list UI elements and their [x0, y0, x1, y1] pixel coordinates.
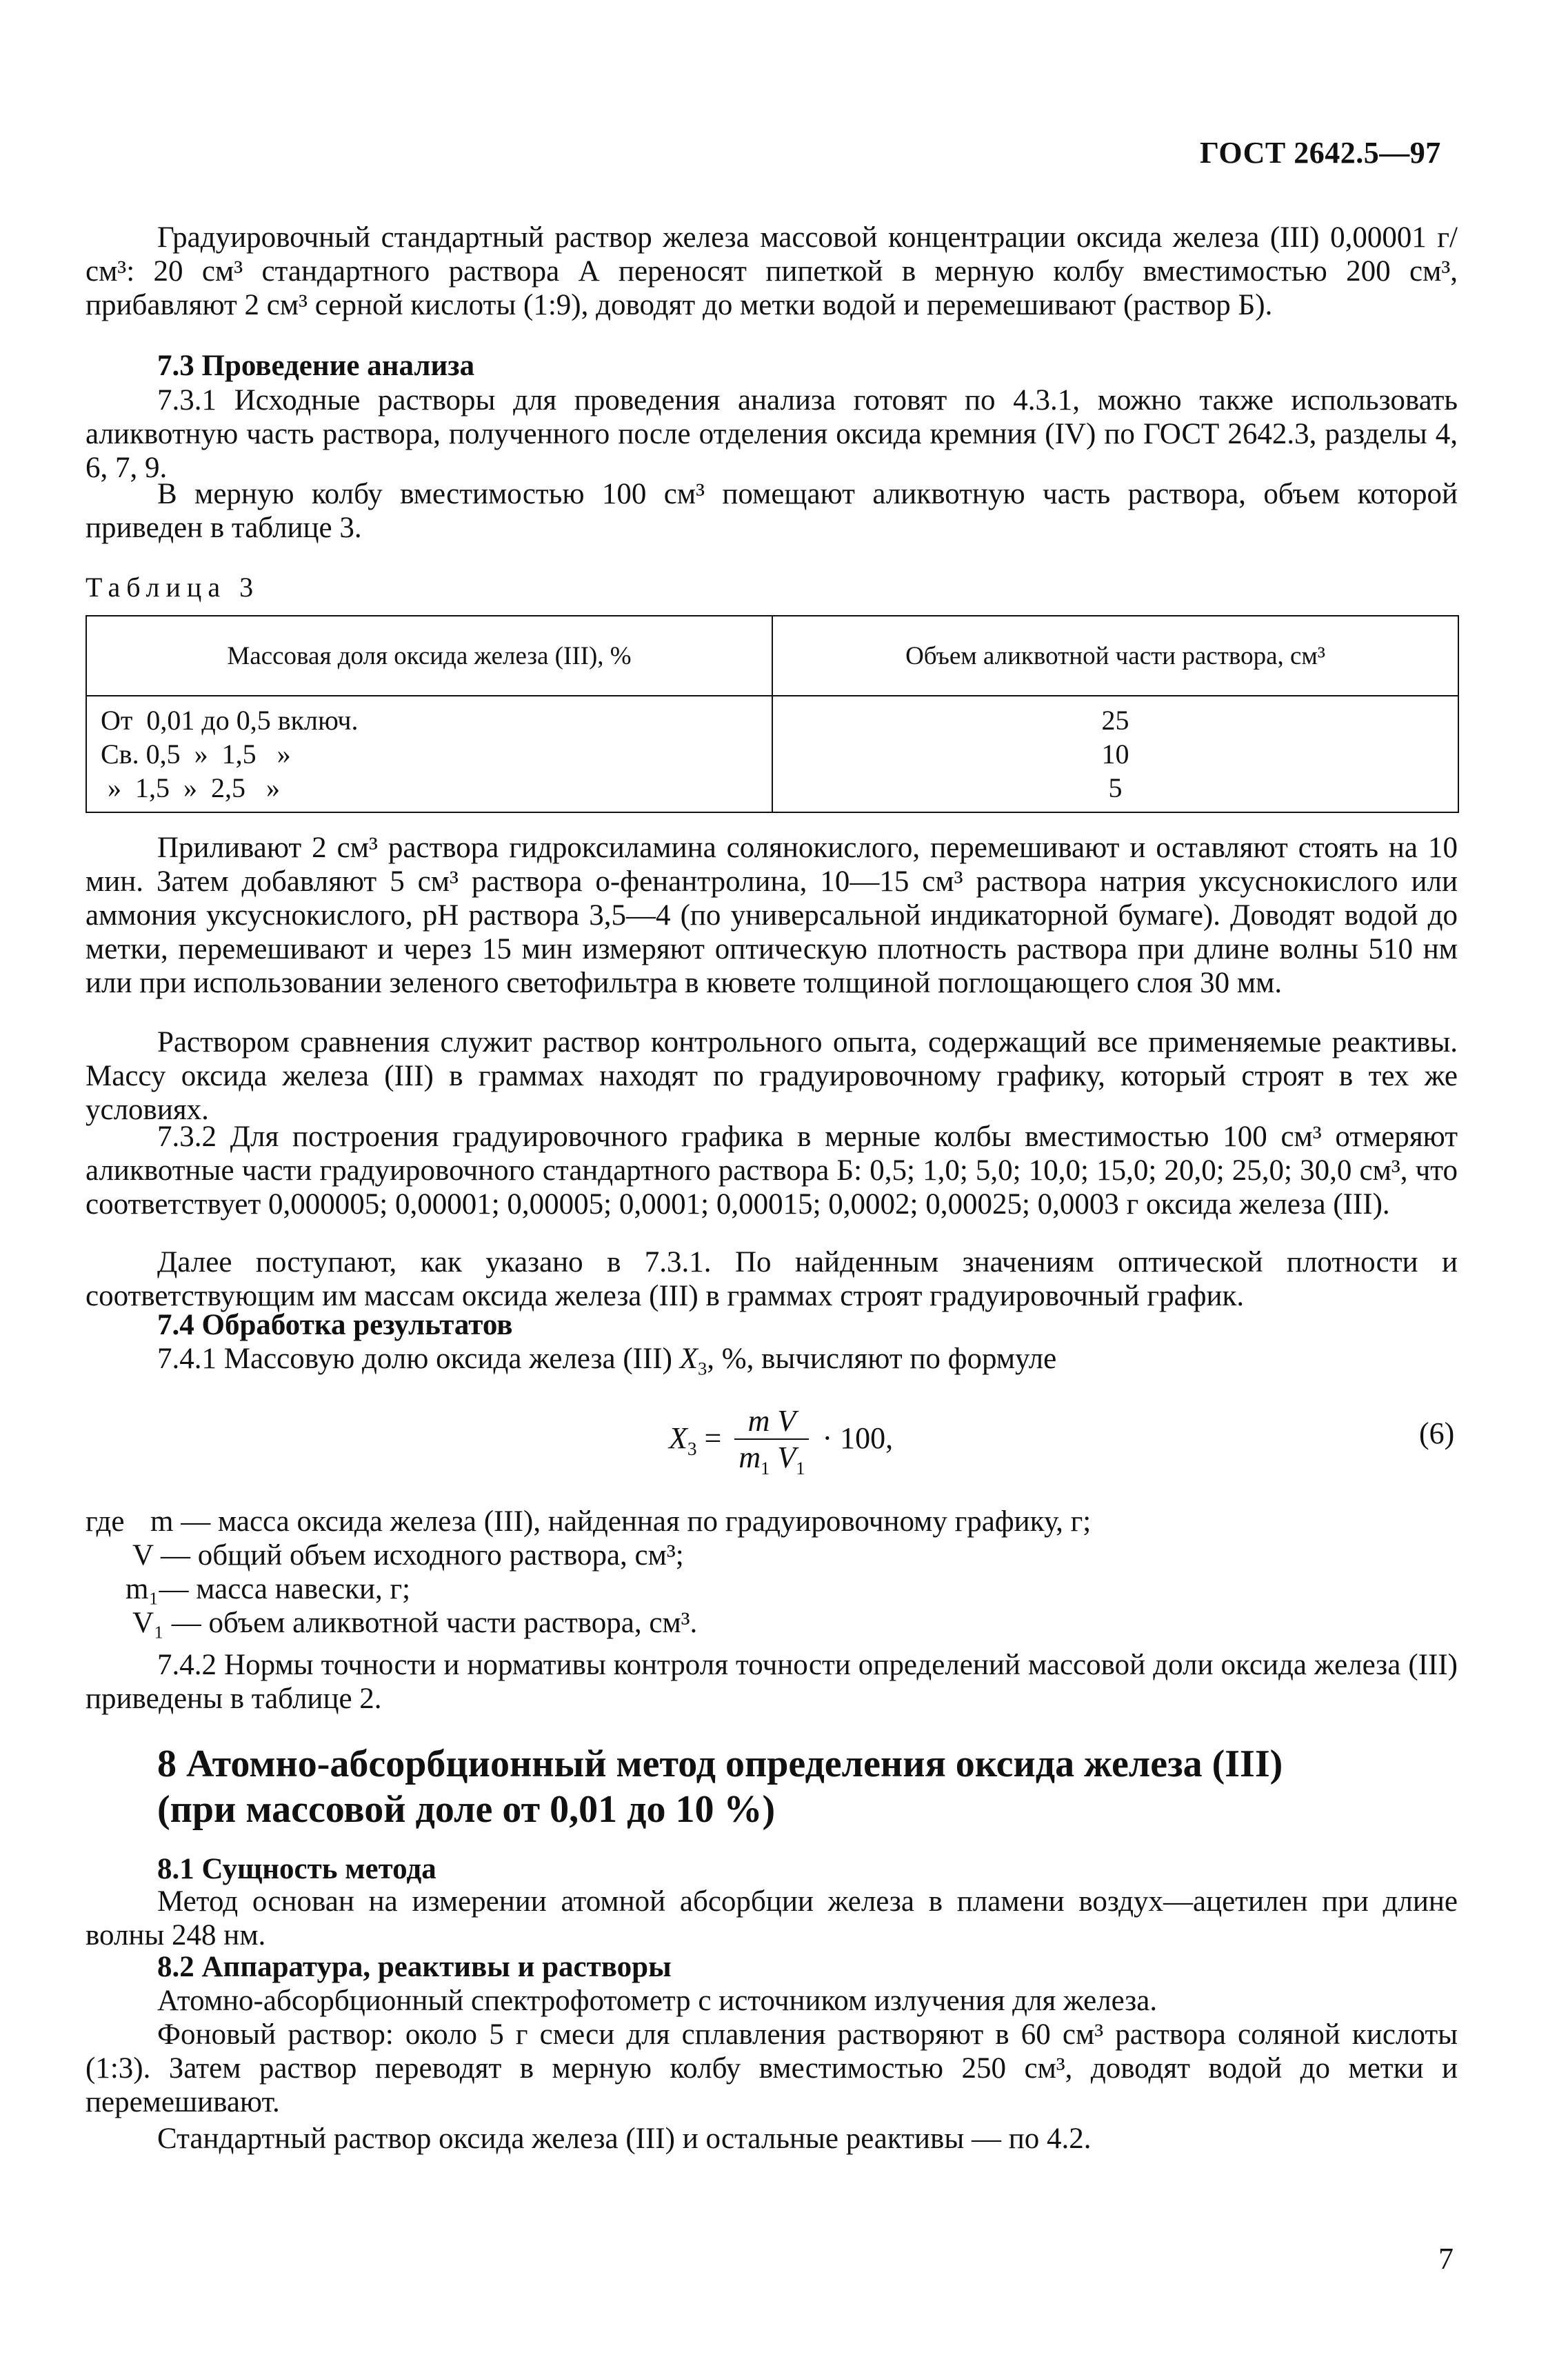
paragraph-7-3-2: 7.3.2 Для построения градуировочного графика в мерные колбы вместимостью 100 см³ отмеряют аликвотные части градуировочного стандартного раствора Б: 0,5; 1,0; 5,0; 10,0; 15,0; 20,0; 25,0; 30,0 см³, что соответствует 0,000005; 0,00001; 0,00005; 0,0001; 0,00015; 0,0002; 0,00025; 0,0003 г оксида железа (III). — [86, 1121, 1458, 1221]
symbol-x-subscript: 3 — [697, 1358, 707, 1379]
table-volume-1: 25 — [1101, 705, 1129, 736]
table-volume-2: 10 — [1101, 739, 1129, 770]
paragraph-8-2-standard-solution: Стандартный раствор оксида железа (III) и остальные реактивы — по 4.2. — [157, 2123, 1092, 2155]
formula-equals: = — [704, 1421, 722, 1455]
paragraph-8-2-apparatus: Атомно-абсорбционный спектрофотометр с источником излучения для железа. — [157, 1985, 1158, 2017]
formula-den-m-sub: 1 — [761, 1457, 770, 1478]
formula-lhs-subscript: 3 — [687, 1438, 697, 1459]
table-range-1: От 0,01 до 0,5 включ. — [101, 705, 359, 736]
table-header-aliquot-volume: Объем аликвотной части раствора, см³ — [772, 616, 1458, 696]
table-range-2: Св. 0,5 » 1,5 » — [101, 739, 291, 770]
formula-tail: · 100, — [822, 1421, 894, 1455]
table-header-mass-fraction: Массовая доля оксида железа (III), % — [86, 616, 772, 696]
formula-6 — [669, 1403, 893, 1479]
paragraph-8-1: Метод основан на измерении атомной абсорбции железа в пламени воздух—ацетилен при длине волны 248 нм. — [86, 1885, 1458, 1951]
paragraph-further: Далее поступают, как указано в 7.3.1. По найденным значениям оптической плотности и соответствующим им массам оксида железа (III) в граммах строят градуировочный график. — [86, 1246, 1458, 1312]
definition-v: V — общий объем исходного раствора, см³; — [132, 1539, 684, 1572]
section-8-title — [157, 1741, 1283, 1832]
symbol-x: X — [679, 1343, 698, 1375]
formula-den-v: V — [777, 1441, 796, 1474]
formula-den-v-sub: 1 — [796, 1457, 805, 1478]
paragraph-7-4-2: 7.4.2 Нормы точности и нормативы контроля точности определений массовой доли оксида железа (III) приведены в таблице 2. — [86, 1649, 1458, 1715]
paragraph-calibration-solution: Градуировочный стандартный раствор железа массовой концентрации оксида железа (III) 0,00001 г/см³: 20 см³ стандартного раствора А переносят пипеткой в мерную колбу вместимостью 200 см³, прибавляют 2 см³ серной кислоты (1:9), доводят до метки водой и перемешивают (раствор Б). — [86, 221, 1458, 321]
table-volume-3: 5 — [1108, 772, 1123, 803]
paragraph-7-4-1-part-b: , %, вычисляют по формуле — [707, 1343, 1057, 1375]
section-7-3-title: 7.3 Проведение анализа — [157, 350, 475, 382]
table-3 — [86, 615, 1459, 813]
section-8-2-title: 8.2 Аппаратура, реактивы и растворы — [157, 1951, 672, 1983]
table-range-cell — [86, 696, 772, 812]
definition-m: m — масса оксида железа (III), найденная по градуировочному графику, г; — [150, 1505, 1092, 1538]
paragraph-7-4-1-part-a: 7.4.1 Массовую долю оксида железа (III) — [157, 1343, 680, 1375]
doc-header: ГОСТ 2642.5—97 — [1200, 136, 1441, 170]
page-number: 7 — [1438, 2242, 1454, 2276]
table-caption: Таблица 3 — [86, 572, 260, 603]
formula-den-m: m — [738, 1441, 761, 1474]
definition-m1: m₁— масса навески, г; — [125, 1573, 411, 1605]
table-volume-cell — [772, 696, 1458, 812]
where-lead: где — [86, 1505, 125, 1538]
formula-lhs: X — [669, 1421, 687, 1455]
section-8-1-title: 8.1 Сущность метода — [157, 1853, 436, 1885]
formula-denominator — [734, 1440, 809, 1479]
section-8-title-line-1: 8 Атомно-абсорбционный метод определения оксида железа (III) — [157, 1743, 1283, 1785]
paragraph-8-2-background-solution: Фоновый раствор: около 5 г смеси для сплавления растворяют в 60 см³ раствора соляной кислоты (1:3). Затем раствор переводят в мерную колбу вместимостью 250 см³, доводят водой до метки и перемешивают. — [86, 2018, 1458, 2118]
formula-number: (6) — [1419, 1416, 1455, 1450]
formula-fraction — [734, 1403, 809, 1479]
paragraph-aliquot: В мерную колбу вместимостью 100 см³ помещают аликвотную часть раствора, объем которой приведен в таблице 3. — [86, 478, 1458, 544]
paragraph-7-3-1: 7.3.1 Исходные растворы для проведения анализа готовят по 4.3.1, можно также использовать аликвотную часть раствора, полученного после отделения оксида кремния (IV) по ГОСТ 2642.3, разделы 4, 6, 7, 9. — [86, 384, 1458, 484]
definition-v1: V₁ — объем аликвотной части раствора, см³. — [132, 1607, 698, 1639]
section-8-title-line-2: (при массовой доле от 0,01 до 10 %) — [157, 1788, 776, 1831]
table-range-3: » 1,5 » 2,5 » — [101, 772, 280, 803]
section-7-4-title: 7.4 Обработка результатов — [157, 1309, 513, 1341]
paragraph-reagent-addition: Приливают 2 см³ раствора гидроксиламина солянокислого, перемешивают и оставляют стоять на 10 мин. Затем добавляют 5 см³ раствора о-фенантролина, 10—15 см³ раствора натрия уксуснокислого или аммония уксуснокислого, рН раствора 3,5—4 (по универсальной индикаторной бумаге). Доводят водой до метки, перемешивают и через 15 мин измеряют оптическую плотность раствора при длине волны 510 нм или при использовании зеленого светофильтра в кювете толщиной поглощающего слоя 30 мм. — [86, 832, 1458, 999]
paragraph-7-4-1 — [86, 1342, 1458, 1386]
paragraph-reference-solution: Раствором сравнения служит раствор контрольного опыта, содержащий все применяемые реактивы. Массу оксида железа (III) в граммах находят по градуировочному графику, который строят в тех же условиях. — [86, 1026, 1458, 1126]
formula-numerator: m V — [734, 1403, 809, 1440]
